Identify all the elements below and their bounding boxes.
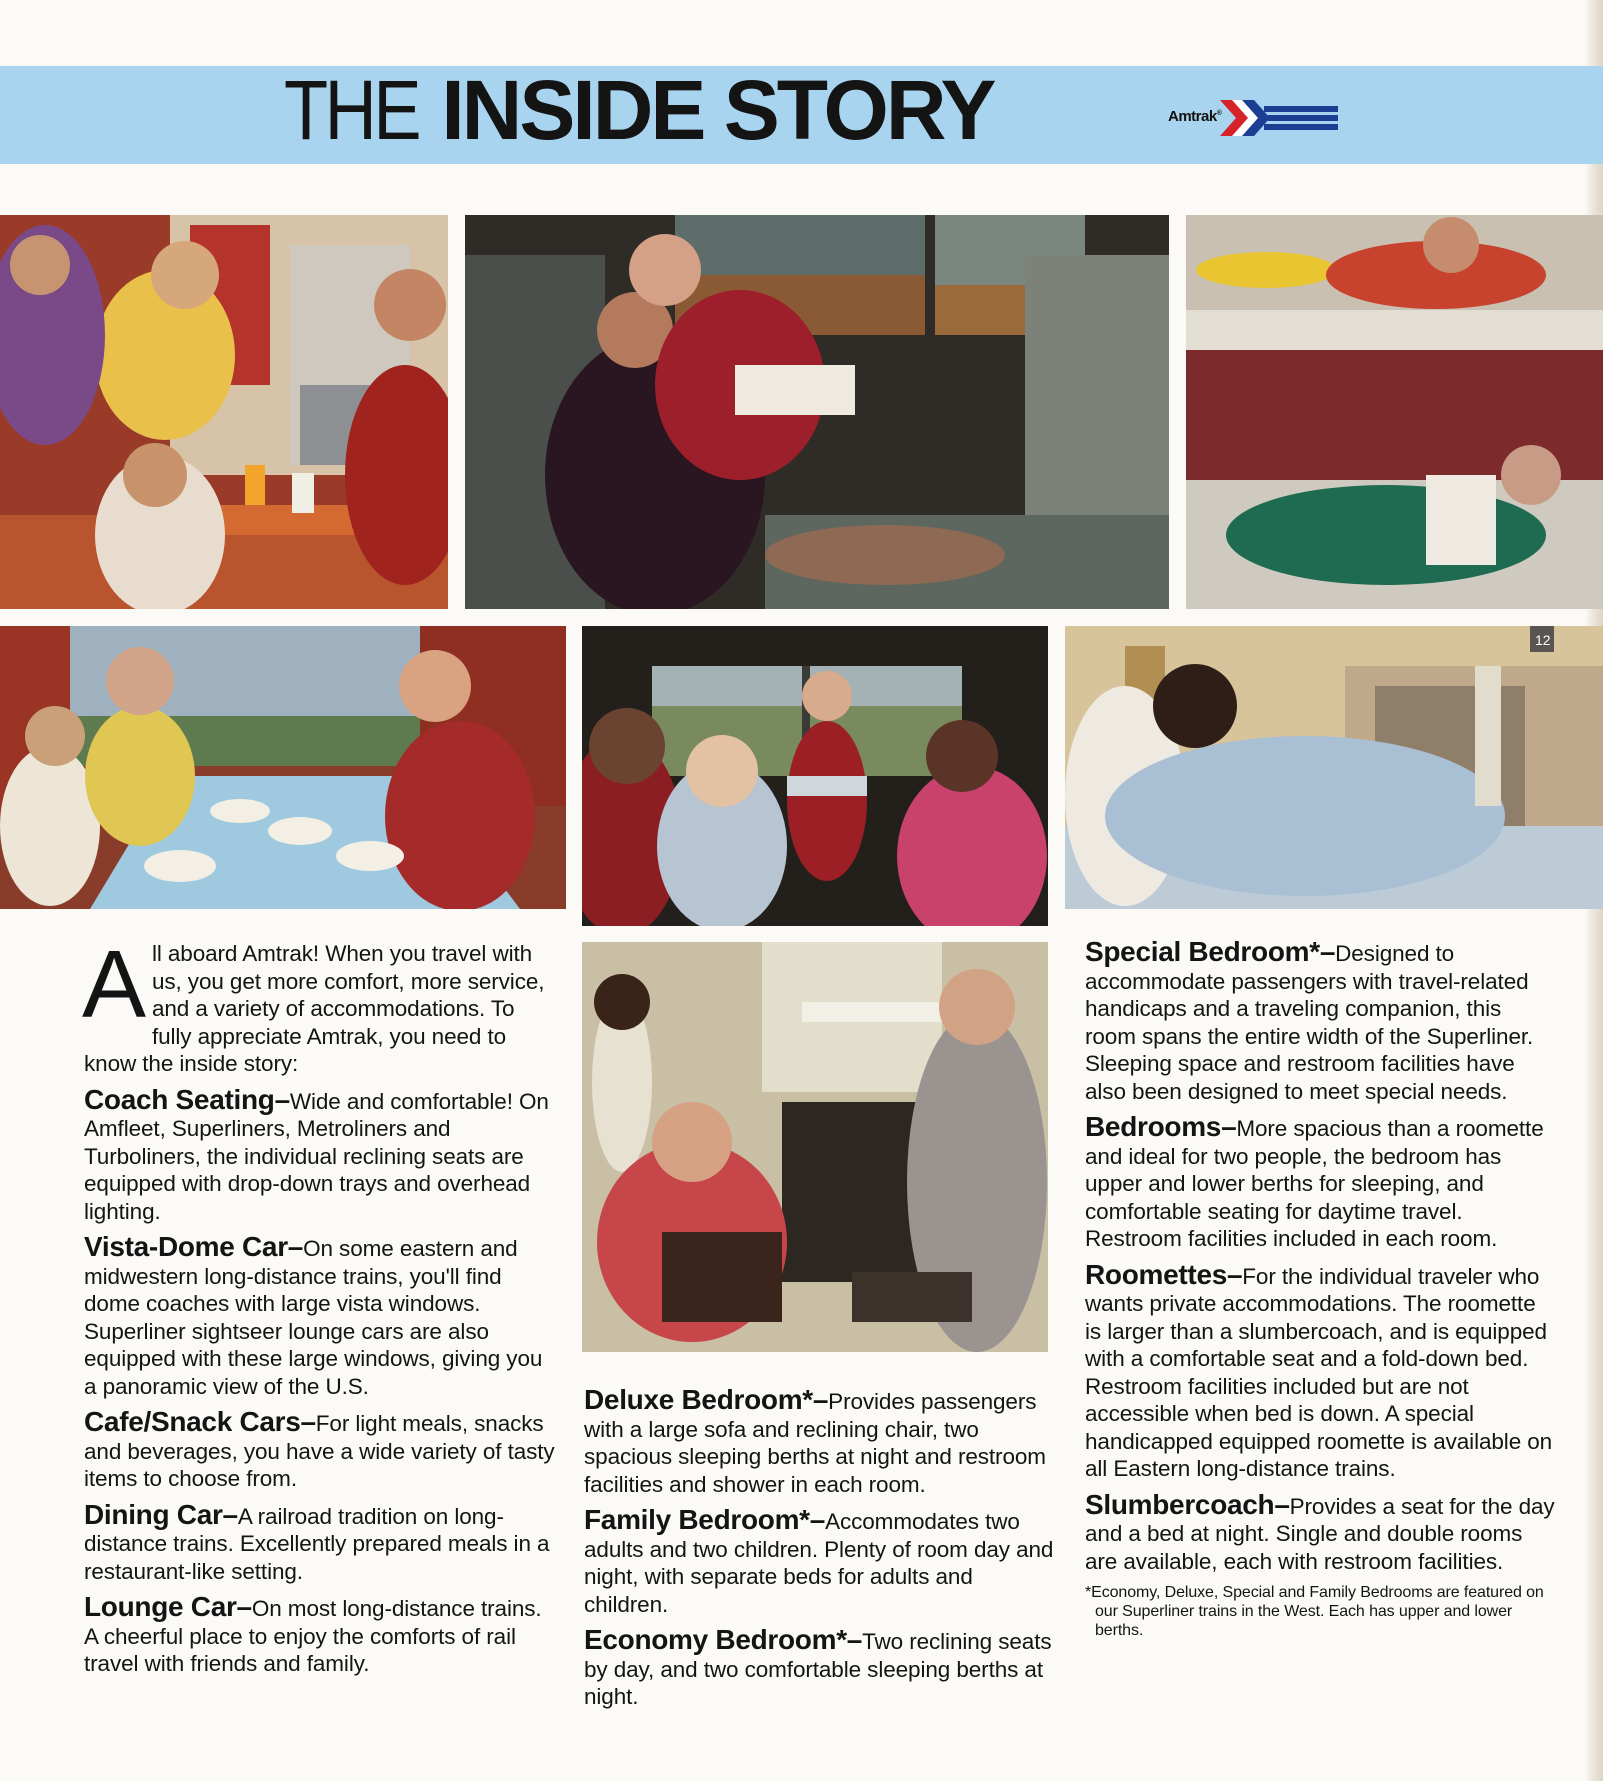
heading-bedrooms: Bedrooms– <box>1085 1111 1237 1142</box>
body-lounge-car: On most long-distance trains. A cheerful place to enjoy the comforts of rail travel with friends and family. <box>84 1596 542 1676</box>
body-cafe-snack-cars: For light meals, snacks and beverages, you have a wide variety of tasty items to choose from. <box>84 1411 555 1491</box>
body-vista-dome-car: On some eastern and midwestern long-distance trains, you'll find dome coaches with large vista windows. Superliner sightseer lounge cars are also equipped with these large windows, giving you a panoramic view of the U.S. <box>84 1236 543 1399</box>
section-slumbercoach <box>1085 1488 1555 1576</box>
amtrak-logo <box>1168 96 1340 140</box>
page-title <box>284 60 993 160</box>
heading-lounge-car: Lounge Car– <box>84 1591 252 1622</box>
section-coach-seating <box>84 1083 556 1226</box>
intro-text: ll aboard Amtrak! When you travel with us, you get more comfort, more service, and a variety of accommodations. To fully appreciate Amtrak, you need to know the inside story: <box>84 941 545 1076</box>
body-economy-bedroom: Two reclining seats by day, and two comfortable sleeping berths at night. <box>584 1629 1052 1709</box>
section-lounge-car <box>84 1593 556 1678</box>
section-cafe-snack-cars <box>84 1408 556 1493</box>
heading-special-bedroom: Special Bedroom*– <box>1085 936 1336 967</box>
heading-deluxe-bedroom: Deluxe Bedroom*– <box>584 1384 829 1415</box>
photo-coach-seat-couple <box>465 215 1169 609</box>
heading-roomettes: Roomettes– <box>1085 1258 1243 1290</box>
section-roomettes <box>1085 1258 1555 1483</box>
title-light: THE <box>284 63 419 157</box>
body-family-bedroom: Accommodates two adults and two children. Plenty of room day and night, with separate beds for adults and children. <box>584 1509 1054 1617</box>
room-number-label: 12 <box>1535 632 1551 648</box>
heading-cafe-snack-cars: Cafe/Snack Cars– <box>84 1406 316 1437</box>
column-left <box>82 931 556 1686</box>
heading-family-bedroom: Family Bedroom*– <box>584 1504 826 1535</box>
section-vista-dome-car <box>84 1233 556 1400</box>
heading-slumbercoach: Slumbercoach– <box>1085 1488 1290 1520</box>
section-special-bedroom <box>1085 938 1555 1105</box>
column-right <box>1085 938 1555 1640</box>
body-deluxe-bedroom: Provides passengers with a large sofa and reclining chair, two spacious sleeping berths at night and restroom facilities and shower in each room. <box>584 1389 1046 1497</box>
body-coach-seating: Wide and comfortable! On Amfleet, Superliners, Metroliners and Turboliners, the individual reclining seats are equipped with drop-down trays and overhead lighting. <box>84 1088 549 1224</box>
logo-wordmark: Amtrak® <box>1168 108 1222 125</box>
intro-dropcap: A <box>82 931 146 1038</box>
heading-coach-seating: Coach Seating– <box>84 1083 290 1115</box>
photo-dome-car-attendant <box>582 626 1048 926</box>
footnote: *Economy, Deluxe, Special and Family Bedrooms are featured on our Superliner trains in the West. Each has upper and lower berths. <box>1085 1584 1544 1639</box>
photo-porter-sleeping-car <box>582 942 1048 1352</box>
photo-dining-car-meal <box>0 626 566 909</box>
body-dining-car: A railroad tradition on long-distance trains. Excellently prepared meals in a restaurant-like setting. <box>84 1503 550 1584</box>
amtrak-arrow-icon <box>1220 96 1340 140</box>
photo-bedroom-upper-lower-berths <box>1186 215 1603 609</box>
body-slumbercoach: Provides a seat for the day and a bed at night. Single and double rooms are available, each with restroom facilities. <box>1085 1493 1555 1574</box>
heading-economy-bedroom: Economy Bedroom*– <box>584 1624 863 1655</box>
body-bedrooms: More spacious than a roomette and ideal for two people, the bedroom has upper and lower berths for sleeping, and comfortable seating for daytime travel. Restroom facilities included in each room. <box>1085 1116 1544 1251</box>
section-dining-car <box>84 1498 556 1586</box>
body-roomettes: For the individual traveler who wants private accommodations. The roomette is larger than a slumbercoach, and is equipped with a comfortable seat and a fold-down bed. Restroom facilities included but are not accessible when bed is down. A special handicapped equipped roomette is available on all Eastern long-distance trains. <box>1085 1263 1553 1481</box>
body-special-bedroom: Designed to accommodate passengers with travel-related handicaps and a traveling companion, this room spans the entire width of the Superliner. Sleeping space and restroom facilities have also been designed to meet special needs. <box>1085 941 1534 1104</box>
column-middle <box>584 1386 1056 1719</box>
section-deluxe-bedroom <box>584 1386 1056 1498</box>
title-bold: INSIDE STORY <box>441 63 994 157</box>
heading-vista-dome-car: Vista-Dome Car– <box>84 1231 304 1262</box>
section-economy-bedroom <box>584 1626 1056 1711</box>
section-family-bedroom <box>584 1506 1056 1618</box>
photo-roomette-reader <box>1065 626 1603 909</box>
photo-cafe-counter-family <box>0 215 448 609</box>
heading-dining-car: Dining Car– <box>84 1498 238 1530</box>
intro-paragraph <box>82 931 556 1078</box>
section-bedrooms <box>1085 1113 1555 1253</box>
